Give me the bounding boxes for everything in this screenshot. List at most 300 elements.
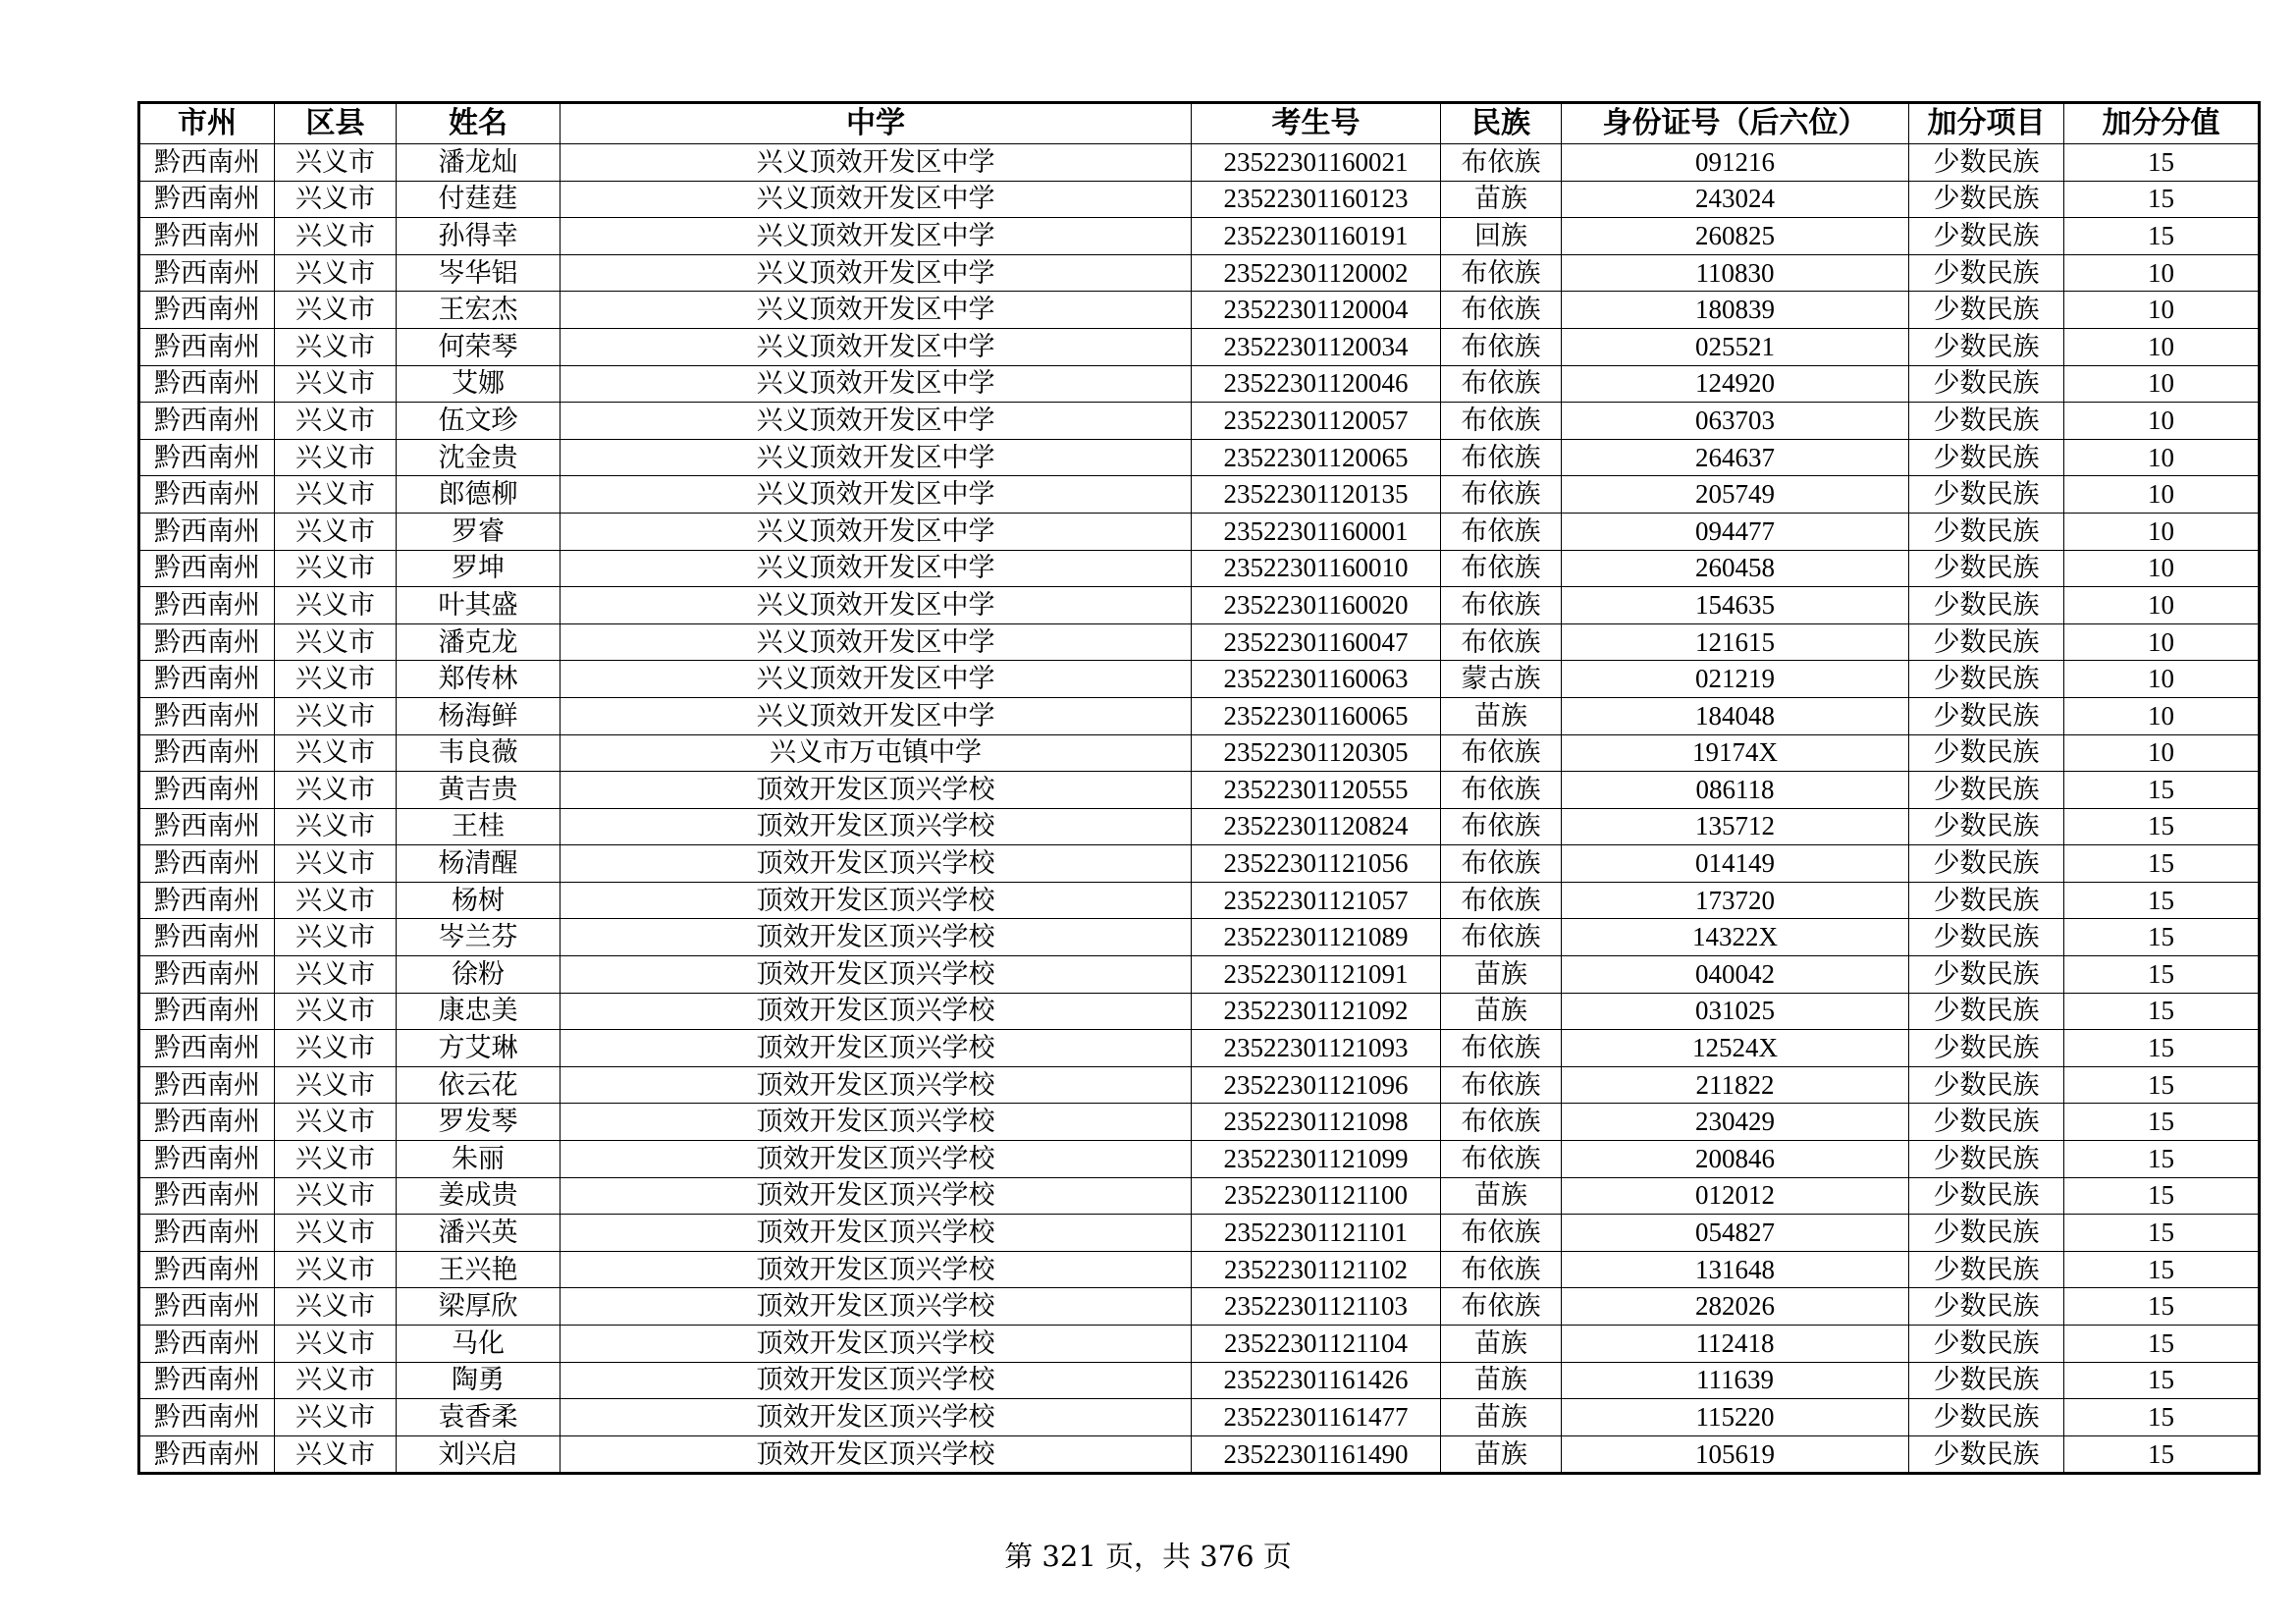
exam-number-cell: 23522301121056 xyxy=(1192,845,1441,883)
bonus-item-cell: 少数民族 xyxy=(1909,328,2064,365)
county-cell: 兴义市 xyxy=(275,919,397,956)
page-footer: 第 321 页，共 376 页 xyxy=(1004,1540,1292,1573)
city-cell: 黔西南州 xyxy=(139,550,275,587)
school-cell: 顶效开发区顶兴学校 xyxy=(561,882,1192,919)
name-cell: 罗睿 xyxy=(397,513,561,550)
county-cell: 兴义市 xyxy=(275,661,397,698)
bonus-item-cell: 少数民族 xyxy=(1909,1215,2064,1252)
school-cell: 顶效开发区顶兴学校 xyxy=(561,845,1192,883)
bonus-value-cell: 15 xyxy=(2064,1030,2260,1067)
county-cell: 兴义市 xyxy=(275,1362,397,1399)
school-cell: 顶效开发区顶兴学校 xyxy=(561,1141,1192,1178)
name-cell: 王桂 xyxy=(397,808,561,845)
bonus-item-cell: 少数民族 xyxy=(1909,1288,2064,1326)
id-last-six-cell: 260825 xyxy=(1562,218,1909,255)
exam-number-cell: 23522301121100 xyxy=(1192,1177,1441,1215)
name-cell: 韦良薇 xyxy=(397,734,561,772)
name-cell: 潘兴英 xyxy=(397,1215,561,1252)
bonus-item-cell: 少数民族 xyxy=(1909,292,2064,329)
roster-sheet xyxy=(137,101,2258,1475)
table-row xyxy=(139,1141,2260,1178)
bonus-item-cell: 少数民族 xyxy=(1909,254,2064,292)
county-cell: 兴义市 xyxy=(275,439,397,476)
county-cell: 兴义市 xyxy=(275,1141,397,1178)
table-row xyxy=(139,513,2260,550)
ethnicity-cell: 布依族 xyxy=(1441,1104,1562,1141)
bonus-value-cell: 10 xyxy=(2064,734,2260,772)
school-cell: 兴义顶效开发区中学 xyxy=(561,550,1192,587)
county-cell: 兴义市 xyxy=(275,697,397,734)
school-cell: 顶效开发区顶兴学校 xyxy=(561,1104,1192,1141)
bonus-value-cell: 15 xyxy=(2064,1288,2260,1326)
header-county: 区县 xyxy=(275,103,397,144)
bonus-value-cell: 15 xyxy=(2064,919,2260,956)
id-last-six-cell: 025521 xyxy=(1562,328,1909,365)
exam-number-cell: 23522301161477 xyxy=(1192,1399,1441,1436)
county-cell: 兴义市 xyxy=(275,1288,397,1326)
school-cell: 兴义顶效开发区中学 xyxy=(561,292,1192,329)
county-cell: 兴义市 xyxy=(275,144,397,182)
bonus-value-cell: 10 xyxy=(2064,292,2260,329)
bonus-item-cell: 少数民族 xyxy=(1909,1141,2064,1178)
bonus-value-cell: 15 xyxy=(2064,808,2260,845)
exam-number-cell: 23522301121096 xyxy=(1192,1066,1441,1104)
county-cell: 兴义市 xyxy=(275,808,397,845)
city-cell: 黔西南州 xyxy=(139,1399,275,1436)
ethnicity-cell: 布依族 xyxy=(1441,623,1562,661)
ethnicity-cell: 布依族 xyxy=(1441,772,1562,809)
table-row xyxy=(139,1399,2260,1436)
table-row xyxy=(139,661,2260,698)
ethnicity-cell: 布依族 xyxy=(1441,587,1562,624)
bonus-item-cell: 少数民族 xyxy=(1909,697,2064,734)
bonus-item-cell: 少数民族 xyxy=(1909,1326,2064,1363)
id-last-six-cell: 135712 xyxy=(1562,808,1909,845)
bonus-value-cell: 15 xyxy=(2064,845,2260,883)
school-cell: 兴义顶效开发区中学 xyxy=(561,439,1192,476)
bonus-value-cell: 10 xyxy=(2064,550,2260,587)
school-cell: 兴义顶效开发区中学 xyxy=(561,218,1192,255)
county-cell: 兴义市 xyxy=(275,845,397,883)
exam-number-cell: 23522301160001 xyxy=(1192,513,1441,550)
county-cell: 兴义市 xyxy=(275,956,397,994)
bonus-value-cell: 10 xyxy=(2064,513,2260,550)
city-cell: 黔西南州 xyxy=(139,993,275,1030)
county-cell: 兴义市 xyxy=(275,181,397,218)
county-cell: 兴义市 xyxy=(275,403,397,440)
ethnicity-cell: 布依族 xyxy=(1441,845,1562,883)
name-cell: 刘兴启 xyxy=(397,1435,561,1474)
name-cell: 杨清醒 xyxy=(397,845,561,883)
name-cell: 马化 xyxy=(397,1326,561,1363)
ethnicity-cell: 布依族 xyxy=(1441,1066,1562,1104)
table-row xyxy=(139,808,2260,845)
city-cell: 黔西南州 xyxy=(139,1435,275,1474)
bonus-item-cell: 少数民族 xyxy=(1909,993,2064,1030)
school-cell: 兴义顶效开发区中学 xyxy=(561,254,1192,292)
ethnicity-cell: 回族 xyxy=(1441,218,1562,255)
id-last-six-cell: 086118 xyxy=(1562,772,1909,809)
school-cell: 顶效开发区顶兴学校 xyxy=(561,993,1192,1030)
bonus-item-cell: 少数民族 xyxy=(1909,218,2064,255)
table-row xyxy=(139,144,2260,182)
id-last-six-cell: 014149 xyxy=(1562,845,1909,883)
ethnicity-cell: 蒙古族 xyxy=(1441,661,1562,698)
county-cell: 兴义市 xyxy=(275,623,397,661)
exam-number-cell: 23522301160191 xyxy=(1192,218,1441,255)
name-cell: 徐粉 xyxy=(397,956,561,994)
bonus-value-cell: 15 xyxy=(2064,1399,2260,1436)
bonus-value-cell: 10 xyxy=(2064,254,2260,292)
bonus-item-cell: 少数民族 xyxy=(1909,661,2064,698)
county-cell: 兴义市 xyxy=(275,734,397,772)
name-cell: 杨海鲜 xyxy=(397,697,561,734)
ethnicity-cell: 布依族 xyxy=(1441,1030,1562,1067)
ethnicity-cell: 布依族 xyxy=(1441,734,1562,772)
city-cell: 黔西南州 xyxy=(139,1251,275,1288)
bonus-value-cell: 15 xyxy=(2064,956,2260,994)
exam-number-cell: 23522301121057 xyxy=(1192,882,1441,919)
bonus-item-cell: 少数民族 xyxy=(1909,1104,2064,1141)
county-cell: 兴义市 xyxy=(275,993,397,1030)
exam-number-cell: 23522301121092 xyxy=(1192,993,1441,1030)
table-row xyxy=(139,1251,2260,1288)
table-row xyxy=(139,1104,2260,1141)
city-cell: 黔西南州 xyxy=(139,808,275,845)
id-last-six-cell: 121615 xyxy=(1562,623,1909,661)
ethnicity-cell: 布依族 xyxy=(1441,919,1562,956)
ethnicity-cell: 苗族 xyxy=(1441,1362,1562,1399)
table-row xyxy=(139,181,2260,218)
name-cell: 潘克龙 xyxy=(397,623,561,661)
exam-number-cell: 23522301160063 xyxy=(1192,661,1441,698)
exam-number-cell: 23522301121103 xyxy=(1192,1288,1441,1326)
id-last-six-cell: 12524X xyxy=(1562,1030,1909,1067)
bonus-item-cell: 少数民族 xyxy=(1909,144,2064,182)
id-last-six-cell: 040042 xyxy=(1562,956,1909,994)
county-cell: 兴义市 xyxy=(275,882,397,919)
city-cell: 黔西南州 xyxy=(139,1141,275,1178)
exam-number-cell: 23522301161426 xyxy=(1192,1362,1441,1399)
exam-number-cell: 23522301120004 xyxy=(1192,292,1441,329)
exam-number-cell: 23522301160065 xyxy=(1192,697,1441,734)
ethnicity-cell: 苗族 xyxy=(1441,697,1562,734)
id-last-six-cell: 19174X xyxy=(1562,734,1909,772)
school-cell: 顶效开发区顶兴学校 xyxy=(561,1326,1192,1363)
table-row xyxy=(139,587,2260,624)
ethnicity-cell: 布依族 xyxy=(1441,550,1562,587)
bonus-item-cell: 少数民族 xyxy=(1909,365,2064,403)
table-row xyxy=(139,993,2260,1030)
ethnicity-cell: 布依族 xyxy=(1441,328,1562,365)
city-cell: 黔西南州 xyxy=(139,403,275,440)
city-cell: 黔西南州 xyxy=(139,292,275,329)
school-cell: 顶效开发区顶兴学校 xyxy=(561,1066,1192,1104)
id-last-six-cell: 054827 xyxy=(1562,1215,1909,1252)
table-row xyxy=(139,1435,2260,1474)
bonus-item-cell: 少数民族 xyxy=(1909,1362,2064,1399)
table-row xyxy=(139,1362,2260,1399)
id-last-six-cell: 260458 xyxy=(1562,550,1909,587)
header-name: 姓名 xyxy=(397,103,561,144)
city-cell: 黔西南州 xyxy=(139,513,275,550)
county-cell: 兴义市 xyxy=(275,1030,397,1067)
bonus-item-cell: 少数民族 xyxy=(1909,550,2064,587)
name-cell: 康忠美 xyxy=(397,993,561,1030)
city-cell: 黔西南州 xyxy=(139,661,275,698)
school-cell: 兴义顶效开发区中学 xyxy=(561,476,1192,514)
school-cell: 顶效开发区顶兴学校 xyxy=(561,772,1192,809)
county-cell: 兴义市 xyxy=(275,550,397,587)
county-cell: 兴义市 xyxy=(275,365,397,403)
bonus-value-cell: 10 xyxy=(2064,439,2260,476)
id-last-six-cell: 184048 xyxy=(1562,697,1909,734)
bonus-item-cell: 少数民族 xyxy=(1909,1066,2064,1104)
ethnicity-cell: 布依族 xyxy=(1441,1288,1562,1326)
table-row xyxy=(139,919,2260,956)
county-cell: 兴义市 xyxy=(275,587,397,624)
table-row xyxy=(139,882,2260,919)
name-cell: 罗发琴 xyxy=(397,1104,561,1141)
name-cell: 依云花 xyxy=(397,1066,561,1104)
id-last-six-cell: 200846 xyxy=(1562,1141,1909,1178)
header-row xyxy=(139,103,2260,144)
exam-number-cell: 23522301121093 xyxy=(1192,1030,1441,1067)
exam-number-cell: 23522301121091 xyxy=(1192,956,1441,994)
school-cell: 顶效开发区顶兴学校 xyxy=(561,1399,1192,1436)
ethnicity-cell: 布依族 xyxy=(1441,476,1562,514)
table-header xyxy=(139,103,2260,144)
county-cell: 兴义市 xyxy=(275,772,397,809)
bonus-item-cell: 少数民族 xyxy=(1909,1177,2064,1215)
exam-number-cell: 23522301160123 xyxy=(1192,181,1441,218)
city-cell: 黔西南州 xyxy=(139,328,275,365)
city-cell: 黔西南州 xyxy=(139,956,275,994)
school-cell: 顶效开发区顶兴学校 xyxy=(561,956,1192,994)
ethnicity-cell: 布依族 xyxy=(1441,403,1562,440)
id-last-six-cell: 021219 xyxy=(1562,661,1909,698)
id-last-six-cell: 112418 xyxy=(1562,1326,1909,1363)
bonus-value-cell: 10 xyxy=(2064,623,2260,661)
ethnicity-cell: 布依族 xyxy=(1441,882,1562,919)
name-cell: 王宏杰 xyxy=(397,292,561,329)
bonus-value-cell: 15 xyxy=(2064,218,2260,255)
table-row xyxy=(139,439,2260,476)
header-school: 中学 xyxy=(561,103,1192,144)
name-cell: 艾娜 xyxy=(397,365,561,403)
bonus-value-cell: 15 xyxy=(2064,1435,2260,1474)
bonus-value-cell: 10 xyxy=(2064,661,2260,698)
school-cell: 顶效开发区顶兴学校 xyxy=(561,808,1192,845)
ethnicity-cell: 布依族 xyxy=(1441,808,1562,845)
id-last-six-cell: 115220 xyxy=(1562,1399,1909,1436)
ethnicity-cell: 布依族 xyxy=(1441,1251,1562,1288)
id-last-six-cell: 031025 xyxy=(1562,993,1909,1030)
name-cell: 姜成贵 xyxy=(397,1177,561,1215)
ethnicity-cell: 布依族 xyxy=(1441,513,1562,550)
school-cell: 兴义顶效开发区中学 xyxy=(561,181,1192,218)
exam-number-cell: 23522301160020 xyxy=(1192,587,1441,624)
city-cell: 黔西南州 xyxy=(139,254,275,292)
name-cell: 付莛莛 xyxy=(397,181,561,218)
table-row xyxy=(139,550,2260,587)
school-cell: 顶效开发区顶兴学校 xyxy=(561,919,1192,956)
bonus-item-cell: 少数民族 xyxy=(1909,181,2064,218)
name-cell: 郎德柳 xyxy=(397,476,561,514)
exam-number-cell: 23522301121101 xyxy=(1192,1215,1441,1252)
id-last-six-cell: 173720 xyxy=(1562,882,1909,919)
table-row xyxy=(139,1215,2260,1252)
id-last-six-cell: 131648 xyxy=(1562,1251,1909,1288)
bonus-value-cell: 10 xyxy=(2064,476,2260,514)
table-body xyxy=(139,144,2260,1474)
id-last-six-cell: 243024 xyxy=(1562,181,1909,218)
ethnicity-cell: 苗族 xyxy=(1441,1326,1562,1363)
school-cell: 兴义顶效开发区中学 xyxy=(561,328,1192,365)
school-cell: 顶效开发区顶兴学校 xyxy=(561,1362,1192,1399)
ethnicity-cell: 布依族 xyxy=(1441,439,1562,476)
table-row xyxy=(139,476,2260,514)
id-last-six-cell: 063703 xyxy=(1562,403,1909,440)
bonus-item-cell: 少数民族 xyxy=(1909,513,2064,550)
bonus-value-cell: 10 xyxy=(2064,328,2260,365)
name-cell: 梁厚欣 xyxy=(397,1288,561,1326)
city-cell: 黔西南州 xyxy=(139,882,275,919)
bonus-value-cell: 15 xyxy=(2064,1215,2260,1252)
id-last-six-cell: 264637 xyxy=(1562,439,1909,476)
exam-number-cell: 23522301121099 xyxy=(1192,1141,1441,1178)
city-cell: 黔西南州 xyxy=(139,845,275,883)
city-cell: 黔西南州 xyxy=(139,772,275,809)
exam-number-cell: 23522301120824 xyxy=(1192,808,1441,845)
county-cell: 兴义市 xyxy=(275,1435,397,1474)
name-cell: 黄吉贵 xyxy=(397,772,561,809)
bonus-value-cell: 10 xyxy=(2064,697,2260,734)
ethnicity-cell: 苗族 xyxy=(1441,181,1562,218)
school-cell: 兴义顶效开发区中学 xyxy=(561,623,1192,661)
header-exam-number: 考生号 xyxy=(1192,103,1441,144)
name-cell: 郑传林 xyxy=(397,661,561,698)
exam-number-cell: 23522301121104 xyxy=(1192,1326,1441,1363)
id-last-six-cell: 111639 xyxy=(1562,1362,1909,1399)
city-cell: 黔西南州 xyxy=(139,218,275,255)
name-cell: 岑兰芬 xyxy=(397,919,561,956)
city-cell: 黔西南州 xyxy=(139,365,275,403)
name-cell: 陶勇 xyxy=(397,1362,561,1399)
bonus-item-cell: 少数民族 xyxy=(1909,1251,2064,1288)
bonus-value-cell: 15 xyxy=(2064,1362,2260,1399)
city-cell: 黔西南州 xyxy=(139,919,275,956)
table-row xyxy=(139,218,2260,255)
ethnicity-cell: 布依族 xyxy=(1441,1215,1562,1252)
county-cell: 兴义市 xyxy=(275,513,397,550)
bonus-value-cell: 15 xyxy=(2064,1066,2260,1104)
header-city: 市州 xyxy=(139,103,275,144)
school-cell: 兴义顶效开发区中学 xyxy=(561,144,1192,182)
bonus-item-cell: 少数民族 xyxy=(1909,808,2064,845)
county-cell: 兴义市 xyxy=(275,1066,397,1104)
table-row xyxy=(139,403,2260,440)
id-last-six-cell: 205749 xyxy=(1562,476,1909,514)
table-row xyxy=(139,697,2260,734)
exam-number-cell: 23522301120135 xyxy=(1192,476,1441,514)
school-cell: 顶效开发区顶兴学校 xyxy=(561,1435,1192,1474)
bonus-value-cell: 10 xyxy=(2064,365,2260,403)
bonus-item-cell: 少数民族 xyxy=(1909,772,2064,809)
table-row xyxy=(139,1326,2260,1363)
county-cell: 兴义市 xyxy=(275,476,397,514)
exam-number-cell: 23522301121102 xyxy=(1192,1251,1441,1288)
table-row xyxy=(139,845,2260,883)
ethnicity-cell: 苗族 xyxy=(1441,1399,1562,1436)
bonus-value-cell: 15 xyxy=(2064,1141,2260,1178)
county-cell: 兴义市 xyxy=(275,1399,397,1436)
school-cell: 兴义顶效开发区中学 xyxy=(561,697,1192,734)
exam-number-cell: 23522301120305 xyxy=(1192,734,1441,772)
county-cell: 兴义市 xyxy=(275,218,397,255)
exam-number-cell: 23522301120046 xyxy=(1192,365,1441,403)
table-row xyxy=(139,1177,2260,1215)
county-cell: 兴义市 xyxy=(275,292,397,329)
school-cell: 兴义顶效开发区中学 xyxy=(561,587,1192,624)
city-cell: 黔西南州 xyxy=(139,1326,275,1363)
bonus-item-cell: 少数民族 xyxy=(1909,956,2064,994)
exam-number-cell: 23522301160021 xyxy=(1192,144,1441,182)
exam-number-cell: 23522301160047 xyxy=(1192,623,1441,661)
city-cell: 黔西南州 xyxy=(139,1030,275,1067)
id-last-six-cell: 180839 xyxy=(1562,292,1909,329)
city-cell: 黔西南州 xyxy=(139,587,275,624)
id-last-six-cell: 110830 xyxy=(1562,254,1909,292)
exam-number-cell: 23522301120002 xyxy=(1192,254,1441,292)
bonus-item-cell: 少数民族 xyxy=(1909,1030,2064,1067)
bonus-value-cell: 15 xyxy=(2064,1177,2260,1215)
ethnicity-cell: 布依族 xyxy=(1441,254,1562,292)
name-cell: 岑华铝 xyxy=(397,254,561,292)
id-last-six-cell: 14322X xyxy=(1562,919,1909,956)
table-row xyxy=(139,1288,2260,1326)
bonus-value-cell: 15 xyxy=(2064,882,2260,919)
city-cell: 黔西南州 xyxy=(139,439,275,476)
city-cell: 黔西南州 xyxy=(139,734,275,772)
table-row xyxy=(139,772,2260,809)
id-last-six-cell: 282026 xyxy=(1562,1288,1909,1326)
id-last-six-cell: 105619 xyxy=(1562,1435,1909,1474)
bonus-value-cell: 15 xyxy=(2064,772,2260,809)
name-cell: 潘龙灿 xyxy=(397,144,561,182)
name-cell: 袁香柔 xyxy=(397,1399,561,1436)
city-cell: 黔西南州 xyxy=(139,1362,275,1399)
ethnicity-cell: 苗族 xyxy=(1441,1177,1562,1215)
ethnicity-cell: 布依族 xyxy=(1441,365,1562,403)
table-row xyxy=(139,623,2260,661)
city-cell: 黔西南州 xyxy=(139,1104,275,1141)
exam-number-cell: 23522301120034 xyxy=(1192,328,1441,365)
ethnicity-cell: 苗族 xyxy=(1441,1435,1562,1474)
school-cell: 顶效开发区顶兴学校 xyxy=(561,1177,1192,1215)
bonus-value-cell: 10 xyxy=(2064,587,2260,624)
id-last-six-cell: 124920 xyxy=(1562,365,1909,403)
county-cell: 兴义市 xyxy=(275,1215,397,1252)
name-cell: 朱丽 xyxy=(397,1141,561,1178)
ethnicity-cell: 布依族 xyxy=(1441,1141,1562,1178)
table-row xyxy=(139,365,2260,403)
exam-number-cell: 23522301120057 xyxy=(1192,403,1441,440)
county-cell: 兴义市 xyxy=(275,1177,397,1215)
bonus-item-cell: 少数民族 xyxy=(1909,882,2064,919)
bonus-item-cell: 少数民族 xyxy=(1909,623,2064,661)
bonus-item-cell: 少数民族 xyxy=(1909,734,2064,772)
